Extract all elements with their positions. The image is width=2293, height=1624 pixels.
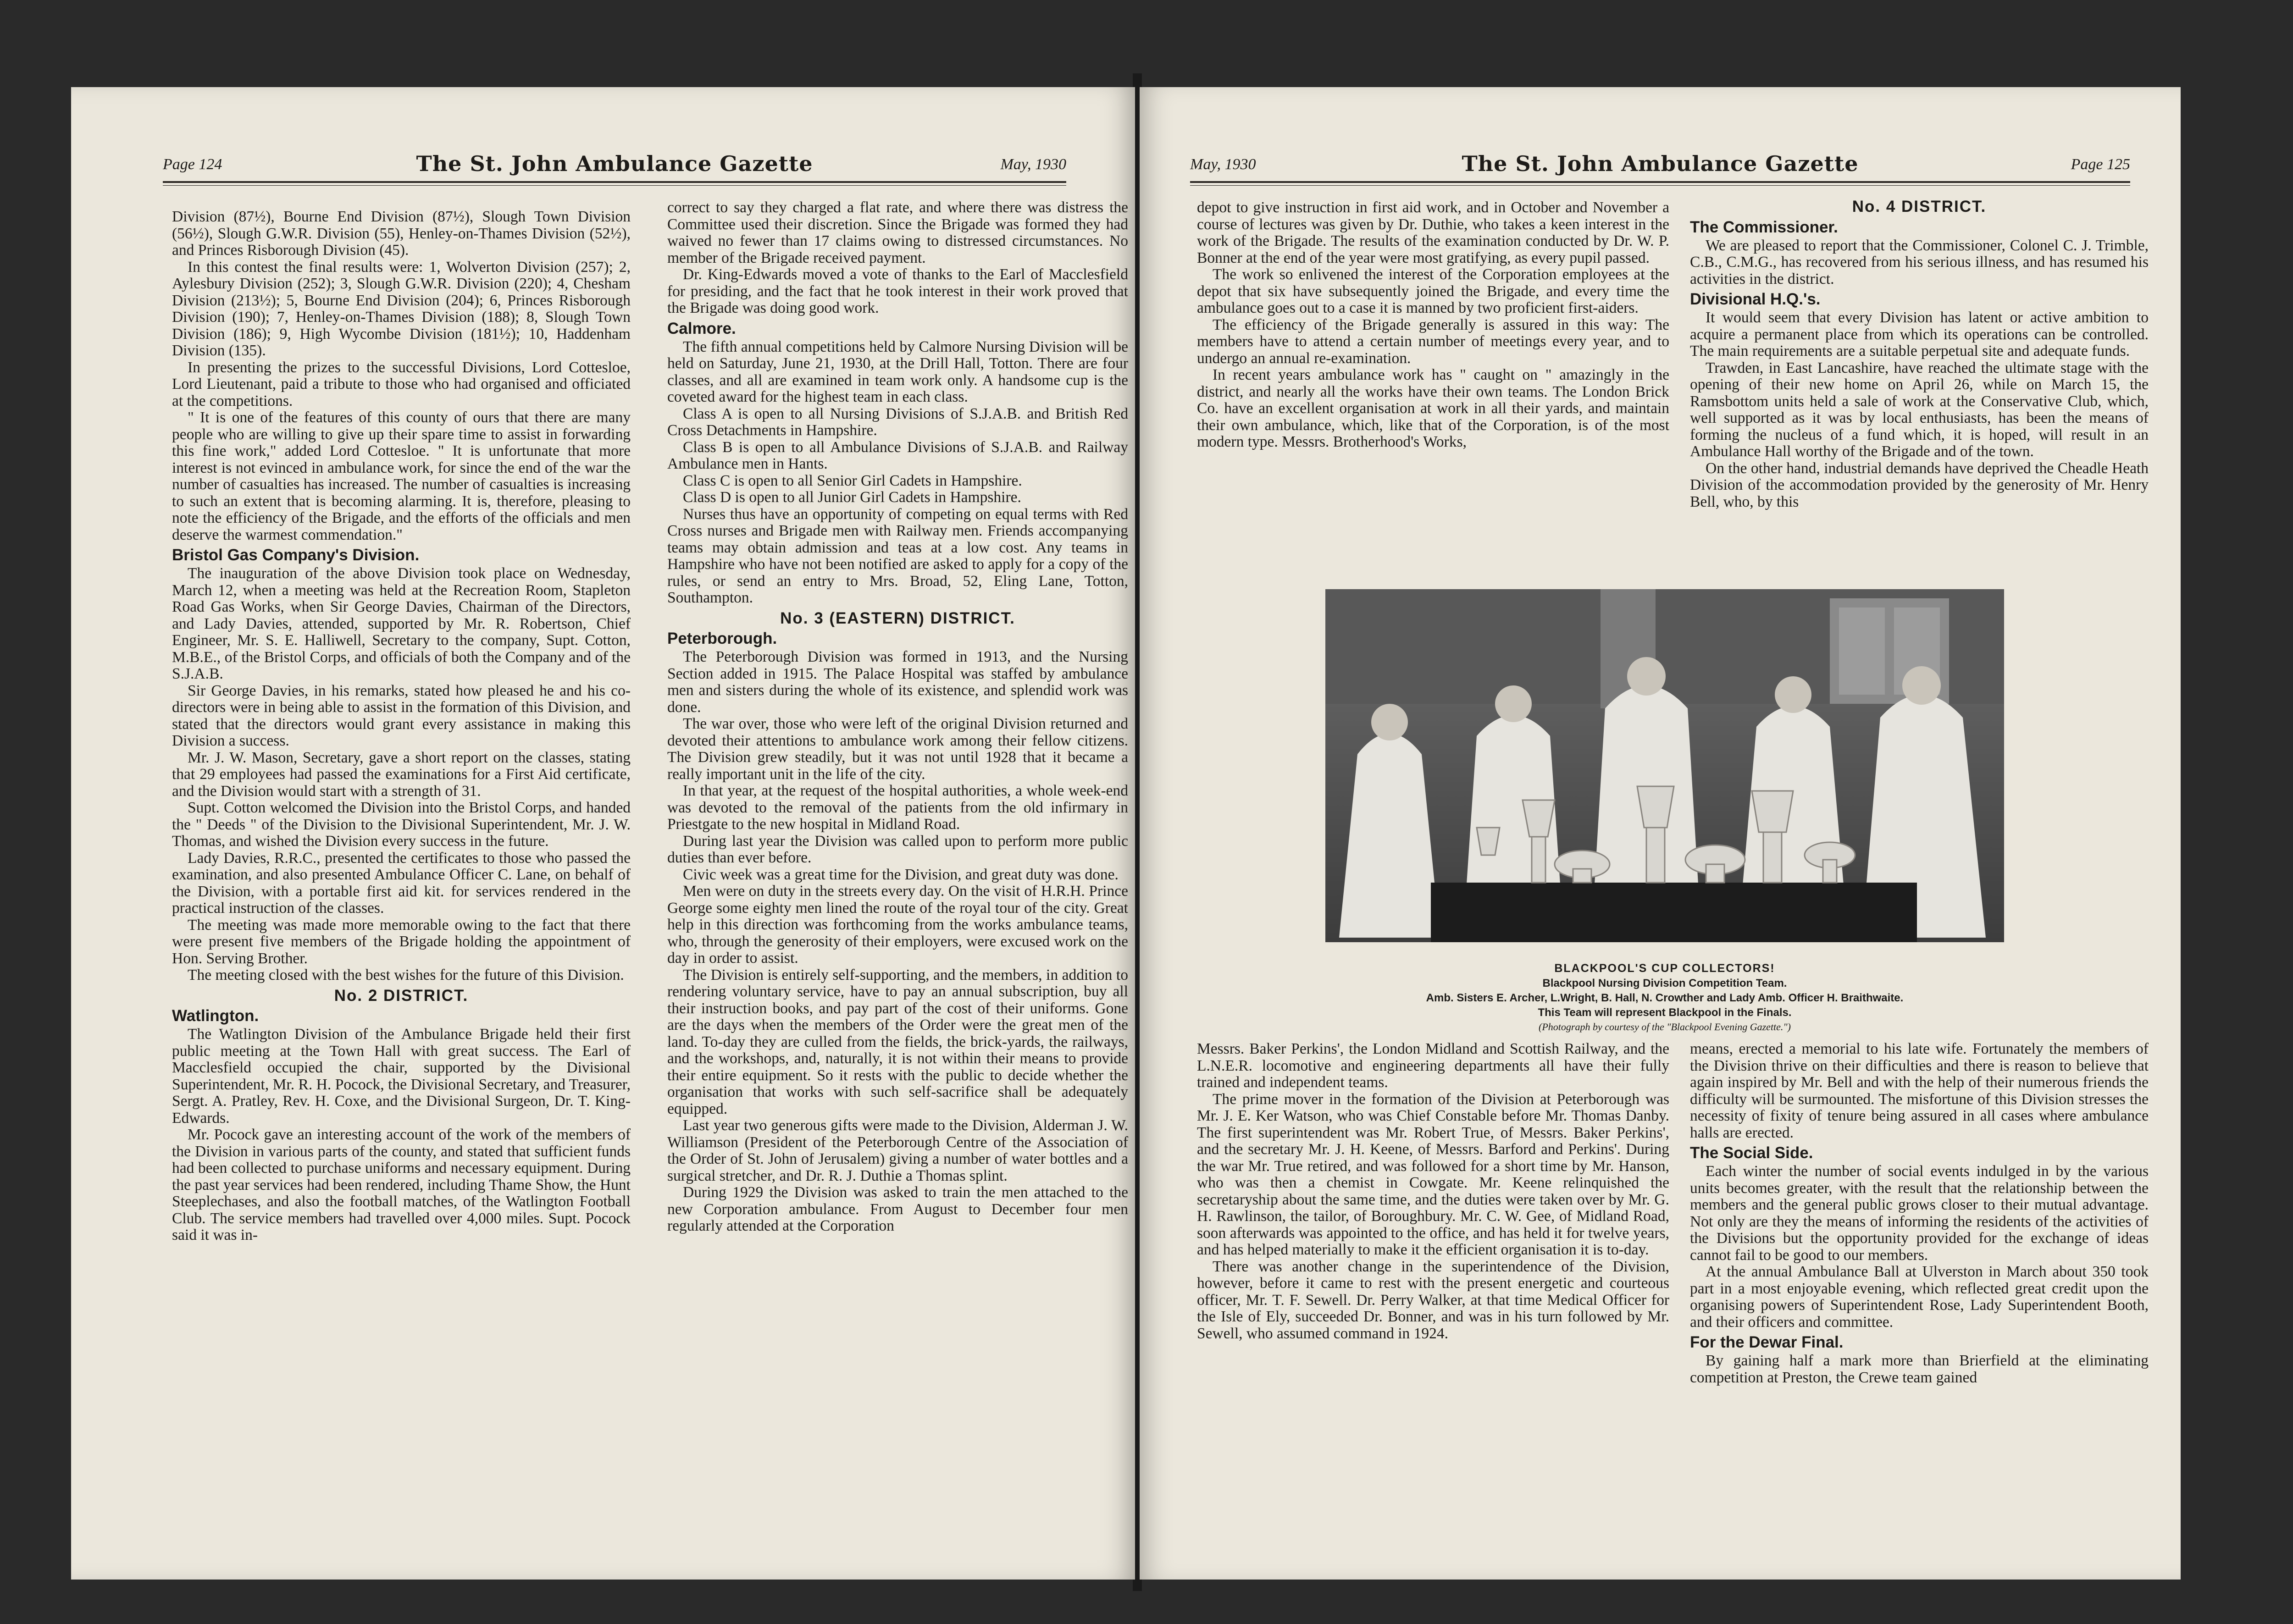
paragraph: In this contest the final results were: 1, Wolverton Division (257); 2, Aylesbury Division (252); 3, Slough G.W.R. Division (220); 4, Chesham Division (213½); 5, Bourne End Division (204); 6, Princes Risborough Division (190); 7, Henley-on-Thames Division (188); 8, Slough Town Division (186); 9, High Wycombe Division (181½); 10, Haddenham Division (135).: [172, 258, 631, 359]
paragraph: The efficiency of the Brigade generally is assured in this way: The members have to attend a certain number of meetings every year, and to undergo an annual re-examination.: [1197, 316, 1669, 367]
paragraph: Supt. Cotton welcomed the Division into the Bristol Corps, and handed the " Deeds " of the Division to the Divisional Superintendent, Mr. J. W. Thomas, and wished the Division every success in the future.: [172, 799, 631, 850]
paragraph: Mr. Pocock gave an interesting account of the work of the members of the Division in various parts of the county, and stated that sufficient funds had been collected to purchase uniforms and necessary equipment. During the past year services had been rendered, including Thame Show, the Hunt Steeplechases, and also the football matches, of the Watlington Football Club. The service members had travelled over 4,000 miles. Supt. Pocock said it was in-: [172, 1126, 631, 1243]
text-column-1-top: [1197, 199, 1669, 580]
paragraph: Mr. J. W. Mason, Secretary, gave a short report on the classes, stating that 29 employees had passed the examinations for a First Aid certificate, and the Division would start with a strength of 31.: [172, 749, 631, 800]
text-column-1: [172, 209, 631, 1529]
paragraph: We are pleased to report that the Commissioner, Colonel C. J. Trimble, C.B., C.M.G., has recovered from his serious illness, and has resumed his activities in the district.: [1690, 237, 2149, 287]
paragraph: The inauguration of the above Division took place on Wednesday, March 12, when a meeting was held at the Recreation Room, Stapleton Road Gas Works, when Sir George Davies, Chairman of the Directors, and Lady Davies, attended, supported by Mr. R. Robertson, Chief Engineer, Mr. S. E. Halliwell, Secretary to the company, Supt. Cotton, M.B.E., of the Bristol Corps, and officials of both the Company and of the S.J.A.B.: [172, 565, 631, 682]
district-heading: No. 4 DISTRICT.: [1852, 198, 1987, 215]
paragraph: Trawden, in East Lancashire, have reached the ultimate stage with the opening of their new home on April 26, while on March 15, the Ramsbottom units held a sale of work at the Conservative Club, which, well supported as it was by local enthusiasts, has been the means of forming the nucleus of a fund which, it is hoped, will result in an Ambulance Hall worthy of the Brigade and of the town.: [1690, 359, 2149, 460]
section-heading: Divisional H.Q.'s.: [1690, 290, 1821, 308]
issue-date: May, 1930: [1000, 156, 1066, 173]
paragraph: depot to give instruction in first aid work, and in October and November a course of lectures was given by Dr. Duthie, who takes a keen interest in the work of the Brigade. The results of the examination conducted by Dr. W. P. Bonner at the end of the year were most gratifying, as every pupil passed.: [1197, 199, 1669, 266]
paragraph: The prime mover in the formation of the Division at Peterborough was Mr. J. E. Ker Watson, who was Chief Constable before Mr. Thomas Danby. The first superintendent was Mr. Robert True, of Messrs. Baker Perkins', and the secretary Mr. J. H. Keene, of Messrs. Barford and Perkins'. During the war Mr. True retired, and was followed for a short time by Mr. Hanson, who was then a chemist in Cowgate. Mr. Keene relinquished the secretaryship about the same time, and the duties were taken over by Mr. G. H. Rawlinson, the tailor, of Boroughbury. Mr. C. W. Gee, of Midland Road, soon afterwards was appointed to the office, and has held it for twelve years, and has helped materially to make it the efficient organisation it is to-day.: [1197, 1090, 1669, 1258]
team-photograph: [1325, 589, 2004, 942]
paragraph: Men were on duty in the streets every day. On the visit of H.R.H. Prince George some eighty men lined the route of the royal tour of the city. Great help in this direction was forthcoming from the works ambulance teams, who, through the generosity of their employers, were excused work on the day in order to assist.: [667, 883, 1128, 967]
paragraph: Class D is open to all Junior Girl Cadets in Hampshire.: [683, 489, 1021, 506]
paragraph: means, erected a memorial to his late wife. Fortunately the members of the Division thrive on their difficulties and there is reason to believe that again inspired by Mr. Bell and with the help of their numerous friends the difficulty will be surmounted. The misfortune of this Division stresses the necessity of fixity of tenure being assured in all cases where ambulance halls are erected.: [1690, 1040, 2149, 1141]
section-heading: The Commissioner.: [1690, 218, 1838, 236]
paragraph: The war over, those who were left of the original Division returned and devoted their attentions to ambulance work among their fellow citizens. The Division grew steadily, but it was not until 1928 that it became a really important unit in the life of the city.: [667, 715, 1128, 783]
page-number: Page 125: [2071, 156, 2130, 173]
masthead-title: The St. John Ambulance Gazette: [1462, 151, 1859, 176]
section-heading: The Social Side.: [1690, 1144, 1813, 1162]
issue-date: May, 1930: [1190, 156, 1256, 173]
header-rule-thin: [163, 185, 1066, 186]
district-heading: No. 3 (EASTERN) DISTRICT.: [780, 609, 1015, 627]
paragraph: Class C is open to all Senior Girl Cadets in Hampshire.: [683, 472, 1022, 489]
page-header: [163, 151, 1066, 179]
paragraph: On the other hand, industrial demands have deprived the Cheadle Heath Division of the accommodation provided by the generosity of Mr. Henry Bell, who, by this: [1690, 459, 2149, 510]
paragraph: In that year, at the request of the hospital authorities, a whole week-end was devoted to the removal of the patients from the old infirmary in Priestgate to the new hospital in Midland Road.: [667, 782, 1128, 833]
paragraph: correct to say they charged a flat rate, and where there was distress the Committee used their discretion. Since the Brigade was formed they had waived no fewer than 17 claims owing to distressed circumstances. No member of the Brigade received payment.: [667, 199, 1128, 266]
paragraph: In recent years ambulance work has " caught on " amazingly in the district, and nearly all the works have their own teams. The London Brick Co. have an excellent organisation at work in all their yards, and maintain their own ambulance, which, like that of the Corporation, is of the most modern type. Messrs. Brotherhood's Works,: [1197, 366, 1669, 450]
paragraph: " It is one of the features of this county of ours that there are many people who are willing to give up their spare time to assist in forwarding this fine work," added Lord Cottesloe. " It is unfortunate that more interest is not evinced in ambulance work, for since the end of the war the number of casualties has increased. The number of casualties is increasing to such an extent that is becoming alarming. It is, therefore, pleasing to note the efficiency of the Brigade, and the efforts of the officials and men deserve the warmest commendation.": [172, 409, 631, 543]
text-column-2: [667, 199, 1128, 1529]
paragraph: The work so enlivened the interest of the Corporation employees at the depot that six have subsequently joined the Brigade, and every time the ambulance goes out to a case it is manned by two proficient first-aiders.: [1197, 266, 1669, 316]
paragraph: Civic week was a great time for the Division, and great duty was done.: [683, 866, 1119, 883]
text-column-1-bottom: [1197, 1041, 1669, 1536]
text-column-2-bottom: [1690, 1041, 2149, 1536]
page-number: Page 124: [163, 156, 222, 173]
paragraph: The meeting closed with the best wishes for the future of this Division.: [188, 967, 624, 983]
header-rule: [1190, 181, 2130, 183]
left-page: [71, 87, 1135, 1580]
paragraph: Class B is open to all Ambulance Divisions of S.J.A.B. and Railway Ambulance men in Hants.: [667, 438, 1128, 472]
paragraph: In presenting the prizes to the successful Divisions, Lord Cottesloe, Lord Lieutenant, paid a tribute to those who had organised and officiated at the competitions.: [172, 359, 631, 409]
paragraph: It would seem that every Division has latent or active ambition to acquire a permanent place from which its operations can be controlled. The main requirements are a suitable perpetual site and adequate funds.: [1690, 309, 2149, 359]
paragraph: The Division is entirely self-supporting, and the members, in addition to rendering voluntary service, have to pay an annual subscription, buy all their instruction books, and pay part of the cost of their uniforms. Gone are the days when the members of the Order were the great men of the land. To-day they are culled from the fields, the brick-yards, the railways, and the workshops, and, naturally, it is not within their means to provide their entire equipment. So it rests with the public to decide whether the organisation that works with such self-sacrifice shall be adequately equipped.: [667, 966, 1128, 1117]
photo-caption: [1277, 961, 2052, 1034]
header-rule-thin: [1190, 185, 2130, 186]
section-heading: Bristol Gas Company's Division.: [172, 546, 420, 564]
paragraph: Class A is open to all Nursing Divisions of S.J.A.B. and British Red Cross Detachments in Hampshire.: [667, 405, 1128, 439]
caption-line: Amb. Sisters E. Archer, L.Wright, B. Hall, N. Crowther and Lady Amb. Officer H. Braithwaite.: [1426, 992, 1904, 1004]
paragraph: Sir George Davies, in his remarks, stated how pleased he and his co-directors were in being able to assist in the formation of this Division, and stated that the directors would grant every assistance in making this Division a success.: [172, 682, 631, 749]
paragraph: Lady Davies, R.R.C., presented the certificates to those who passed the examination, and also presented Ambulance Officer C. Lane, on behalf of the Division, with a portable first aid kit. for services rendered in the practical instruction of the classes.: [172, 849, 631, 917]
paragraph: By gaining half a mark more than Brierfield at the eliminating competition at Preston, the Crewe team gained: [1690, 1352, 2149, 1386]
section-heading: Peterborough.: [667, 630, 777, 647]
section-heading: Watlington.: [172, 1007, 259, 1025]
masthead-title: The St. John Ambulance Gazette: [416, 151, 813, 176]
paragraph: Dr. King-Edwards moved a vote of thanks to the Earl of Macclesfield for presiding, and the fact that he took interest in their work proved that the Brigade was doing good work.: [667, 266, 1128, 316]
section-heading: Calmore.: [667, 319, 736, 337]
paragraph: During 1929 the Division was asked to train the men attached to the new Corporation ambulance. From August to December four men regularly attended at the Corporation: [667, 1184, 1128, 1234]
paragraph: Last year two generous gifts were made to the Division, Alderman J. W. Williamson (President of the Peterborough Centre of the Association of the Order of St. John of Jerusalem) giving a number of water bottles and a surgical stretcher, and Dr. R. J. Duthie a Thomas splint.: [667, 1117, 1128, 1184]
caption-line: This Team will represent Blackpool in the Finals.: [1538, 1006, 1792, 1019]
district-heading: No. 2 DISTRICT.: [334, 986, 469, 1005]
paragraph: The Peterborough Division was formed in 1913, and the Nursing Section added in 1915. The Palace Hospital was staffed by ambulance men and sisters during the whole of its existence, and splendid work was done.: [667, 648, 1128, 716]
header-rule: [163, 181, 1066, 183]
paragraph: The Watlington Division of the Ambulance Brigade held their first public meeting at the Town Hall with great success. The Earl of Macclesfield occupied the chair, supported by the Divisional Superintendent, Mr. R. H. Pocock, the Divisional Secretary, and Treasurer, Sergt. A. Pratley, Rev. H. Coxe, and the Divisional Surgeon, Dr. T. King-Edwards.: [172, 1026, 631, 1127]
paragraph: Each winter the number of social events indulged in by the various units becomes greater, with the result that the relationship between the members and the general public grows closer to their mutual advantage. Not only are they the means of informing the residents of the activities of the Divisions but the opportunity provided for the exchange of ideas cannot fail to be good to our members.: [1690, 1163, 2149, 1264]
section-heading: For the Dewar Final.: [1690, 1333, 1844, 1351]
paragraph: Nurses thus have an opportunity of competing on equal terms with Red Cross nurses and Brigade men with Railway men. Friends accompanying teams may obtain admission and teas at a low cost. Any teams in Hampshire who have not been notified are asked to apply for a copy of the rules, or send an entry to Mrs. Broad, 52, Eling Lane, Totton, Southampton.: [667, 505, 1128, 606]
caption-credit: (Photograph by courtesy of the "Blackpool Evening Gazette."): [1539, 1021, 1791, 1033]
nurses-with-cups-photo: [1325, 589, 2004, 942]
paragraph: There was another change in the superintendence of the Division, however, before it came to rest with the present energetic and courteous officer, Mr. T. F. Sewell. Dr. Perry Walker, at that time Medical Officer for the Isle of Ely, succeeded Dr. Bonner, and was in his turn followed by Mr. Sewell, who assumed command in 1924.: [1197, 1258, 1669, 1342]
page-header: [1190, 151, 2130, 179]
paragraph: During last year the Division was called upon to perform more public duties than ever before.: [667, 832, 1128, 866]
paragraph: The meeting was made more memorable owing to the fact that there were present five members of the Brigade holding the appointment of Hon. Serving Brother.: [172, 916, 631, 967]
right-page: [1140, 87, 2181, 1580]
paragraph: Division (87½), Bourne End Division (87½), Slough Town Division (56½), Slough G.W.R. Division (55), Henley-on-Thames Division (52½), and Princes Risborough Division (45).: [172, 208, 631, 259]
text-column-2-top: [1690, 195, 2149, 585]
caption-line: Blackpool Nursing Division Competition Team.: [1542, 977, 1787, 989]
paragraph: Messrs. Baker Perkins', the London Midland and Scottish Railway, and the L.N.E.R. locomotive and engineering departments all have their fully trained and independent teams.: [1197, 1040, 1669, 1091]
caption-title: BLACKPOOL'S CUP COLLECTORS!: [1554, 962, 1775, 975]
paragraph: At the annual Ambulance Ball at Ulverston in March about 350 took part in a most enjoyable evening, which reflected great credit upon the organising powers of Superintendent Rose, Lady Superintendent Booth, and their officers and committee.: [1690, 1263, 2149, 1331]
paragraph: The fifth annual competitions held by Calmore Nursing Division will be held on Saturday, June 21, 1930, at the Drill Hall, Totton. There are four classes, and all are examined in team work only. A handsome cup is the coveted award for the highest team in each class.: [667, 338, 1128, 405]
